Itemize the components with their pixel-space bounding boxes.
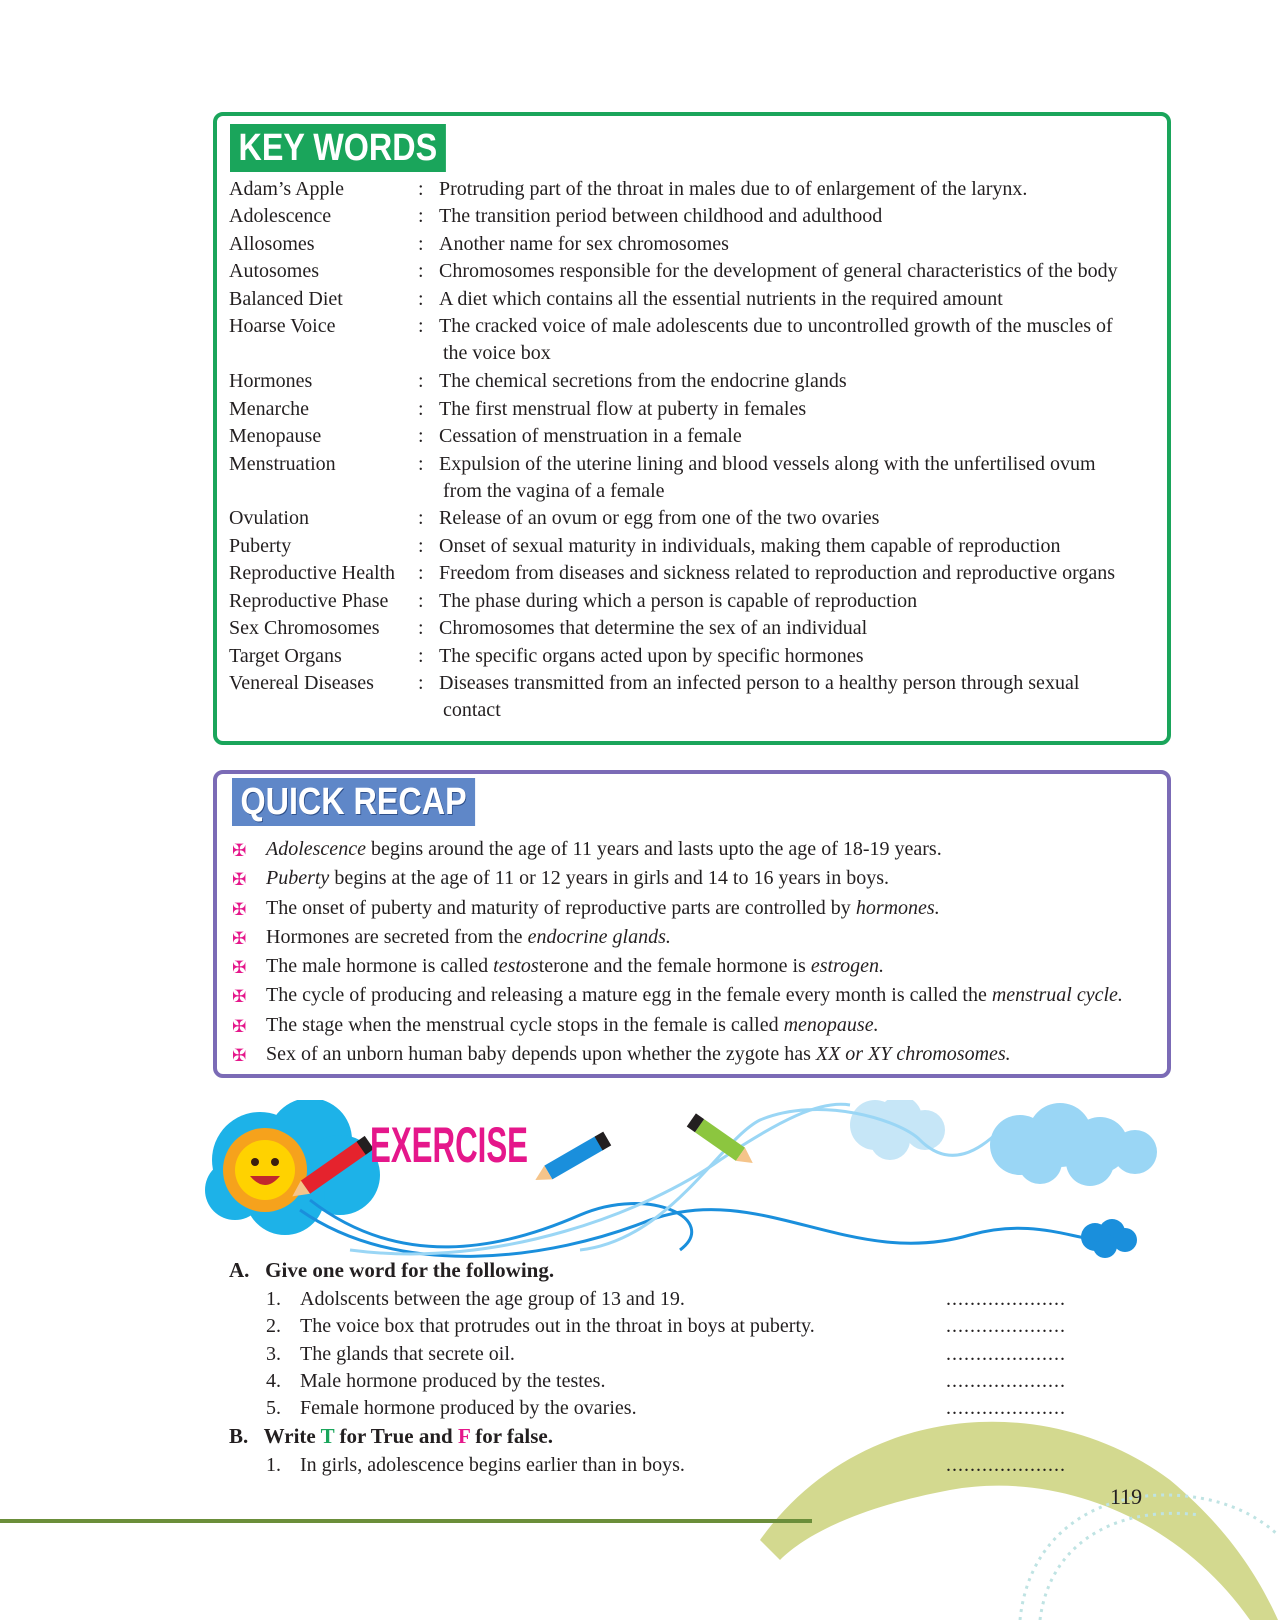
key-word-separator: :	[418, 232, 424, 255]
question-number: 2.	[266, 1315, 281, 1338]
section-b-heading	[229, 1424, 553, 1449]
recap-emphasis: testos	[493, 955, 539, 978]
definition-line-1: A diet which contains all the essential nutrients in the required amount	[439, 287, 1003, 310]
question-number: 1.	[266, 1288, 281, 1310]
footer-rule	[0, 1519, 812, 1523]
question-text: In girls, adolescence begins earlier than in boys.	[300, 1454, 685, 1476]
recap-item	[232, 923, 1123, 952]
key-word-definition	[439, 560, 1157, 587]
key-word-term: Reproductive Phase	[229, 589, 389, 612]
answer-blank[interactable]: ....................	[946, 1369, 1066, 1392]
cross-bullet-icon: ✠	[232, 1046, 247, 1067]
key-word-term: Adam’s Apple	[229, 178, 344, 200]
key-word-definition	[439, 313, 1157, 367]
page-number: 119	[1110, 1484, 1143, 1509]
key-word-term: Hoarse Voice	[229, 315, 336, 338]
key-word-definition	[439, 615, 1157, 642]
quick-recap-list	[232, 835, 1123, 1069]
key-word-term: Autosomes	[229, 260, 319, 283]
section-b-title-pre: Write	[263, 1424, 316, 1448]
key-word-definition	[439, 588, 1157, 615]
definition-line-2: contact	[443, 699, 501, 722]
cross-bullet-icon: ✠	[232, 928, 247, 949]
key-word-separator: :	[418, 178, 424, 200]
definition-line-1: The specific organs acted upon by specific hormones	[439, 644, 864, 667]
key-word-definition	[439, 396, 1157, 423]
definition-line-1: Onset of sexual maturity in individuals, making them capable of reproduction	[439, 534, 1061, 557]
recap-emphasis: menstrual cycle.	[991, 984, 1123, 1007]
question-text: The voice box that protrudes out in the throat in boys at puberty.	[300, 1315, 815, 1338]
answer-blank[interactable]: ....................	[946, 1397, 1066, 1420]
key-word-term: Sex Chromosomes	[229, 617, 380, 640]
key-word-definition	[439, 505, 1157, 532]
recap-emphasis: hormones.	[855, 896, 940, 919]
key-word-separator: :	[418, 370, 424, 393]
definition-line-1: The phase during which a person is capable of reproduction	[439, 589, 918, 612]
cross-bullet-icon: ✠	[232, 841, 247, 861]
recap-emphasis: XX or XY chromosomes.	[815, 1043, 1011, 1066]
key-word-term: Reproductive Health	[229, 562, 396, 585]
definition-line-1: The first menstrual flow at puberty in females	[439, 397, 807, 420]
key-word-separator: :	[418, 260, 424, 283]
key-word-definition	[439, 286, 1157, 313]
section-a-heading	[229, 1258, 554, 1283]
recap-emphasis: Adolescence	[266, 838, 366, 860]
true-letter: T	[320, 1424, 335, 1448]
recap-text: begins around the age of 11 years and lasts upto the age of 18-19 years.	[365, 838, 942, 860]
definition-line-2: the voice box	[443, 342, 551, 365]
section-b-label: B.	[229, 1424, 249, 1448]
definition-line-1: Protruding part of the throat in males due to of enlargement of the larynx.	[439, 178, 1028, 200]
question-number: 1.	[266, 1454, 281, 1476]
recap-item	[232, 1040, 1123, 1069]
recap-text: Sex of an unborn human baby depends upon whether the zygote has	[266, 1043, 816, 1066]
key-word-definition	[439, 203, 1157, 230]
recap-emphasis: menopause.	[783, 1013, 879, 1036]
key-word-term: Menarche	[229, 397, 309, 420]
key-word-separator: :	[418, 672, 424, 695]
recap-text: The onset of puberty and maturity of reproductive parts are controlled by	[266, 896, 856, 919]
cross-bullet-icon: ✠	[232, 899, 247, 920]
key-word-separator: :	[418, 452, 424, 475]
definition-line-1: Chromosomes that determine the sex of an individual	[439, 617, 868, 640]
recap-item	[232, 894, 1123, 923]
key-word-definition	[439, 176, 1157, 203]
key-word-term: Adolescence	[229, 205, 332, 228]
definition-line-1: Cessation of menstruation in a female	[439, 425, 742, 448]
definition-line-1: The chemical secretions from the endocrine glands	[439, 370, 847, 393]
question-number: 4.	[266, 1369, 281, 1392]
key-word-separator: :	[418, 315, 424, 338]
definition-line-1: The cracked voice of male adolescents due to uncontrolled growth of the muscles of	[439, 315, 1113, 338]
answer-blank[interactable]: ....................	[946, 1342, 1066, 1365]
recap-item	[232, 952, 1123, 981]
question-text: The glands that secrete oil.	[300, 1342, 515, 1365]
question-number: 3.	[266, 1342, 281, 1365]
recap-emphasis: Puberty	[266, 867, 330, 890]
recap-emphasis: estrogen.	[810, 955, 884, 978]
key-word-term: Allosomes	[229, 232, 315, 255]
exercise-banner	[200, 1100, 1180, 1265]
key-word-separator: :	[418, 562, 424, 585]
cross-bullet-icon: ✠	[232, 870, 247, 891]
sun-icon	[223, 1128, 307, 1212]
key-word-definition	[439, 533, 1157, 560]
key-word-separator: :	[418, 425, 424, 448]
question-number: 5.	[266, 1397, 281, 1420]
key-word-term: Puberty	[229, 534, 292, 557]
section-a-label: A.	[229, 1258, 250, 1282]
key-word-separator: :	[418, 644, 424, 667]
section-b-title-mid: for True and	[339, 1424, 453, 1448]
key-words-title: KEY WORDS	[230, 124, 446, 172]
key-word-separator: :	[418, 287, 424, 310]
cross-bullet-icon: ✠	[232, 958, 247, 979]
answer-blank[interactable]: ....................	[946, 1288, 1066, 1310]
recap-text: The cycle of producing and releasing a mature egg in the female every month is called the	[266, 984, 992, 1007]
definition-line-1: The transition period between childhood and adulthood	[439, 205, 883, 228]
section-b-title-post: for false.	[475, 1424, 554, 1448]
definition-line-2: from the vagina of a female	[443, 479, 665, 502]
recap-text: The male hormone is called	[266, 955, 494, 978]
key-word-separator: :	[418, 534, 424, 557]
key-word-term: Hormones	[229, 370, 313, 393]
cloud-right-icon	[990, 1103, 1157, 1186]
definition-line-1: Expulsion of the uterine lining and blood vessels along with the unfertilised ovum	[439, 452, 1096, 475]
cross-bullet-icon: ✠	[232, 987, 247, 1008]
key-word-term: Balanced Diet	[229, 287, 343, 310]
key-word-term: Target Organs	[229, 644, 342, 667]
definition-line-1: Freedom from diseases and sickness related to reproduction and reproductive organs	[439, 562, 1116, 585]
key-word-term: Ovulation	[229, 507, 309, 530]
key-word-definition	[439, 423, 1157, 450]
key-word-definition	[439, 451, 1157, 505]
cross-bullet-icon: ✠	[232, 1016, 247, 1037]
definition-line-1: Chromosomes responsible for the development of general characteristics of the body	[439, 260, 1118, 283]
recap-emphasis: endocrine glands.	[527, 925, 671, 948]
answer-blank[interactable]: ....................	[946, 1454, 1066, 1476]
blue-pencil-icon	[531, 1132, 611, 1187]
recap-text: begins at the age of 11 or 12 years in girls and 14 to 16 years in boys.	[329, 867, 890, 890]
recap-text: The stage when the menstrual cycle stops in the female is called	[266, 1013, 784, 1036]
question-text: Male hormone produced by the testes.	[300, 1369, 606, 1392]
recap-text: terone and the female hormone is	[538, 955, 811, 978]
false-letter: F	[457, 1424, 470, 1448]
key-word-definition	[439, 643, 1157, 670]
key-word-separator: :	[418, 507, 424, 530]
answer-blank[interactable]: ....................	[946, 1315, 1066, 1338]
key-word-definition	[439, 368, 1157, 395]
key-word-term: Menstruation	[229, 452, 336, 475]
cloud-small-icon	[850, 1100, 945, 1160]
section-a-title: Give one word for the following.	[265, 1258, 555, 1282]
definition-line-1: Release of an ovum or egg from one of the two ovaries	[439, 507, 880, 530]
recap-item	[232, 864, 1123, 893]
question-text: Adolscents between the age group of 13 and 19.	[300, 1288, 685, 1310]
recap-item	[232, 835, 1123, 864]
definition-line-1: Another name for sex chromosomes	[439, 232, 729, 255]
question-text: Female hormone produced by the ovaries.	[300, 1397, 637, 1420]
quick-recap-title: QUICK RECAP	[232, 778, 475, 826]
recap-text: Hormones are secreted from the	[266, 925, 528, 948]
exercise-title: EXERCISE	[370, 1117, 528, 1173]
recap-item	[232, 981, 1123, 1010]
definition-line-1: Diseases transmitted from an infected person to a healthy person through sexual	[439, 672, 1080, 695]
key-word-separator: :	[418, 617, 424, 640]
key-word-definition	[439, 670, 1157, 724]
key-word-definition	[439, 258, 1157, 285]
key-word-term: Menopause	[229, 425, 322, 448]
key-word-definition	[439, 231, 1157, 258]
key-word-separator: :	[418, 397, 424, 420]
key-word-separator: :	[418, 205, 424, 228]
key-word-separator: :	[418, 589, 424, 612]
key-word-term: Venereal Diseases	[229, 672, 374, 695]
recap-item	[232, 1011, 1123, 1040]
